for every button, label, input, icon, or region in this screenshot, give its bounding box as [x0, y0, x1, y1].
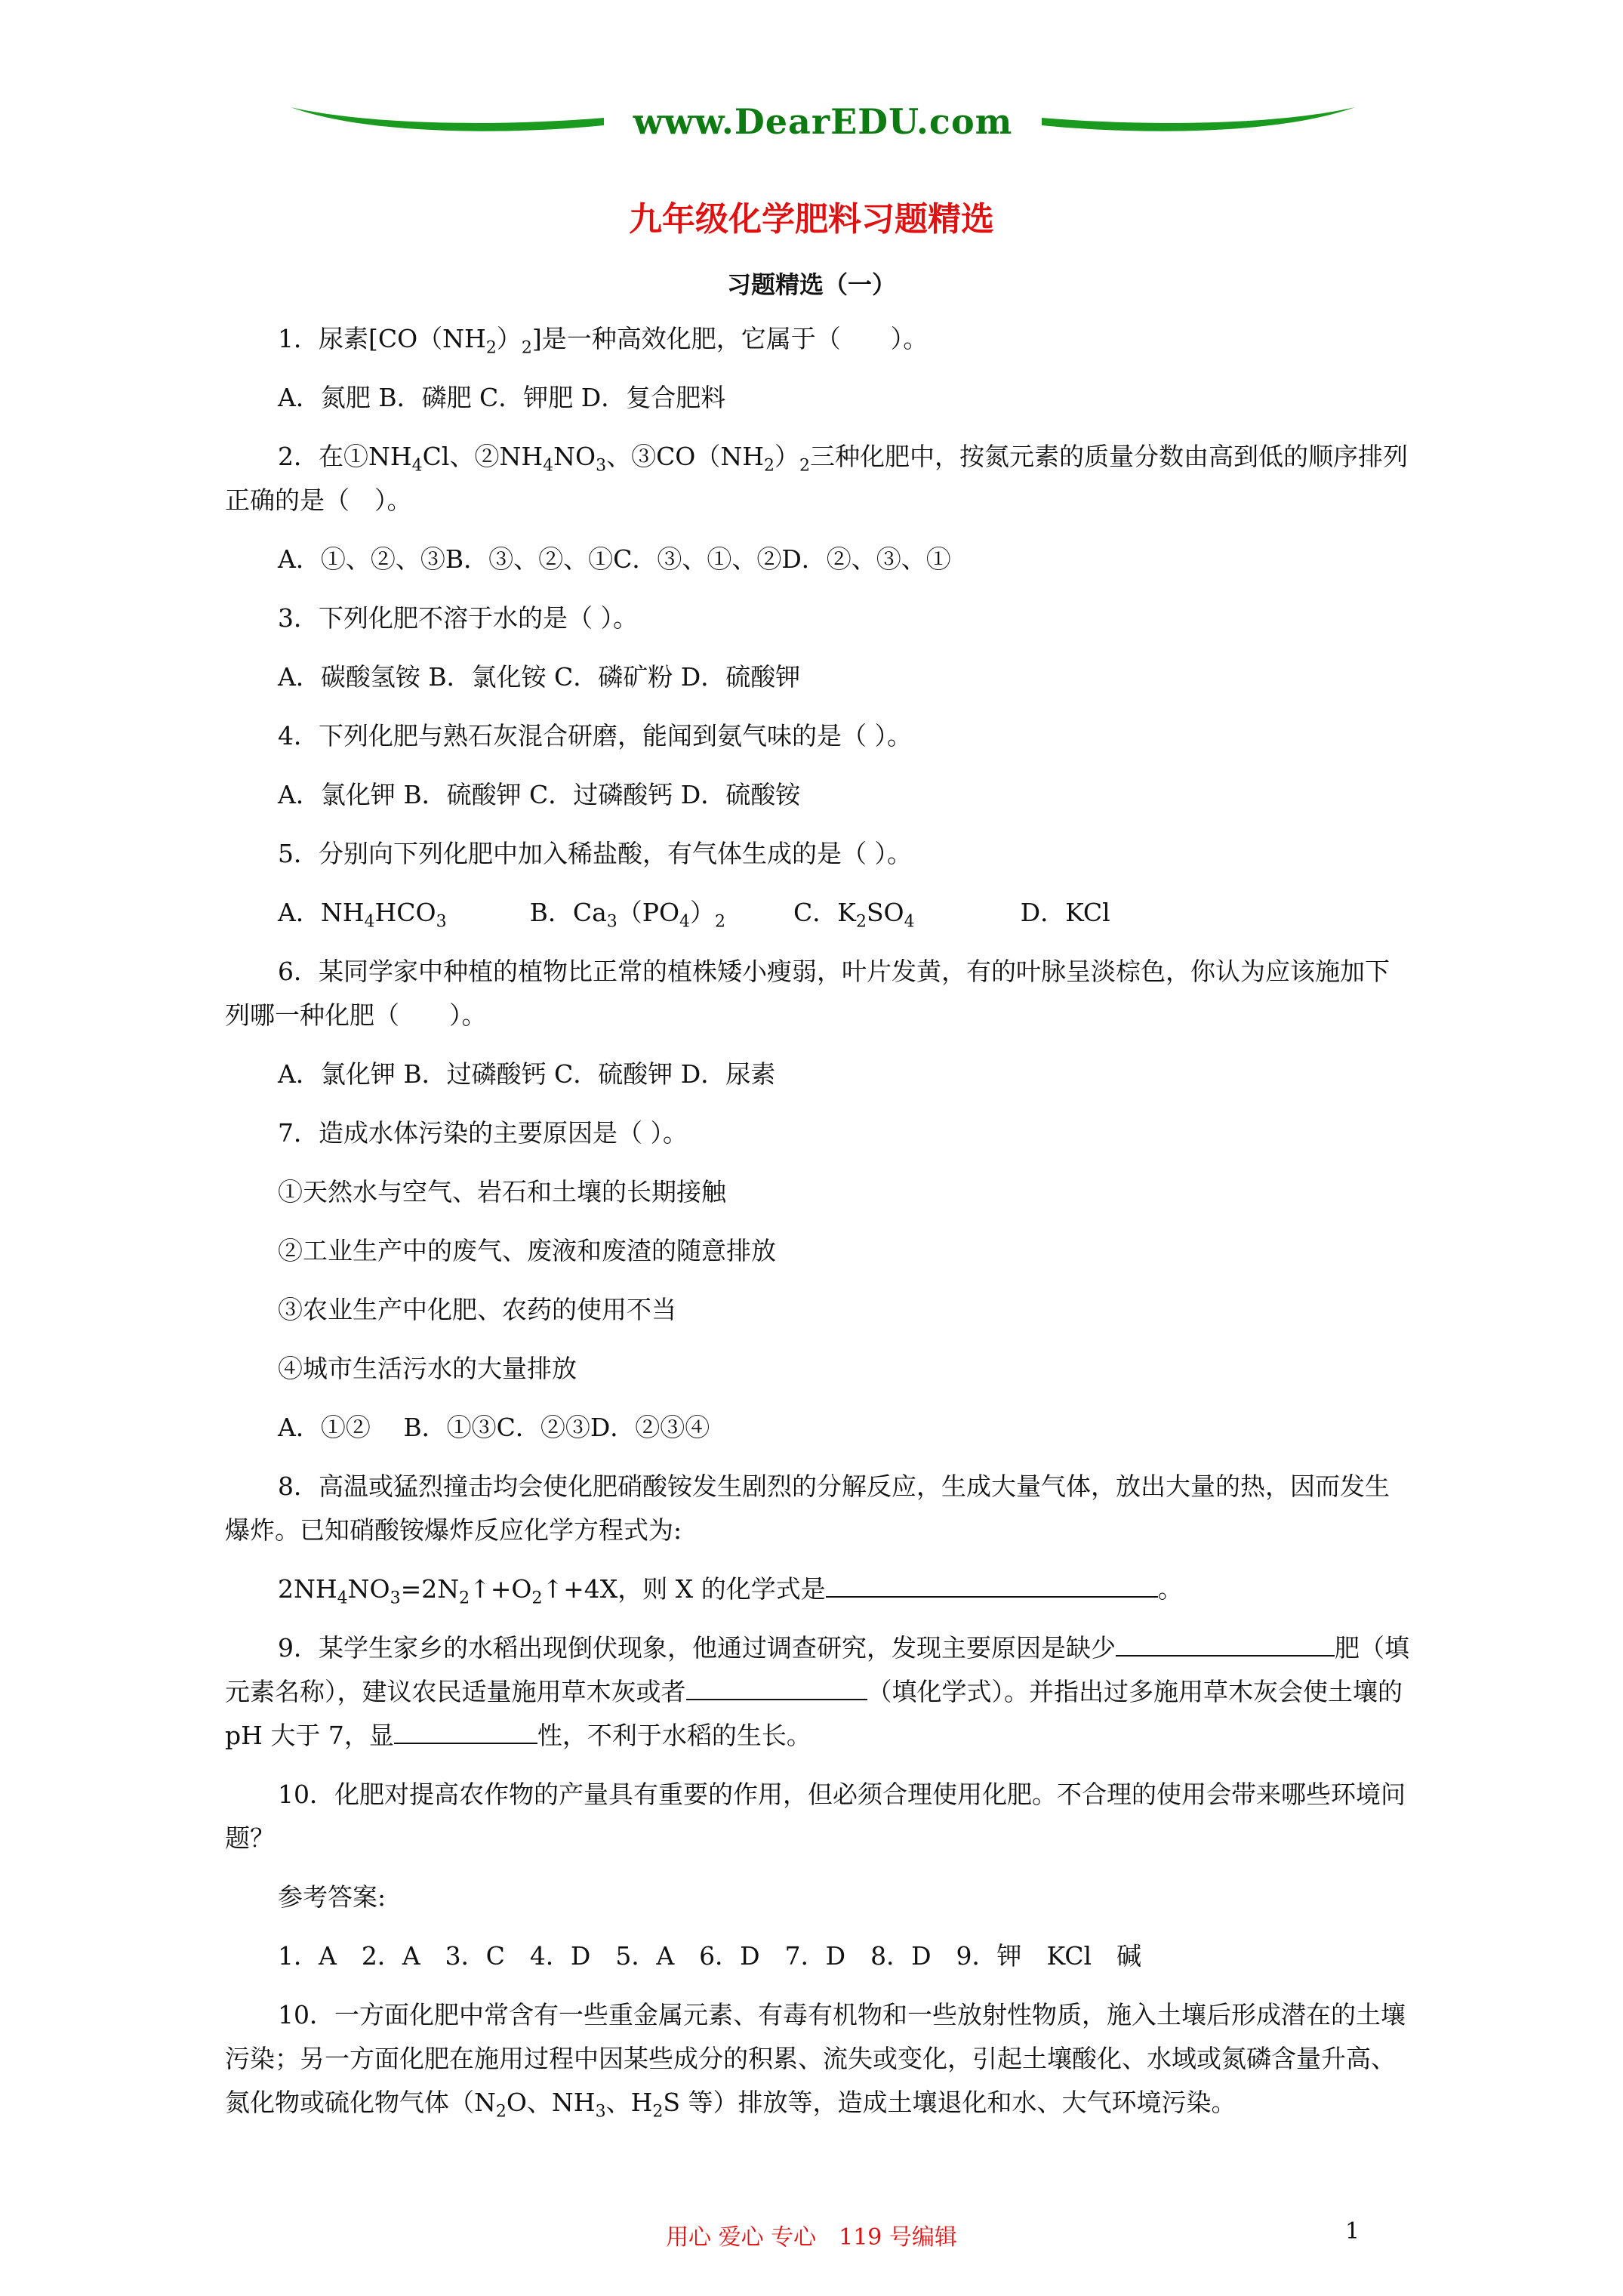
option-b: B．$Ca_3(PO_4)_2$: [529, 898, 726, 932]
question-8: 8．高温或猛烈撞击均会使化肥硝酸铵发生剧烈的分解反应，生成大量气体，放出大量的热，因而发生爆炸。已知硝酸铵爆炸反应化学方程式为:: [225, 1472, 1390, 1545]
option-d: D．KCl: [1020, 898, 1110, 927]
page-number: 1: [1345, 2218, 1360, 2245]
question-3: 3．下列化肥不溶于水的是（ ）。: [278, 603, 638, 633]
question-4-options: A．氯化钾 B．硫酸钾 C．过磷酸钙 D．硫酸铵: [278, 780, 801, 809]
question-7-item-4: ④城市生活污水的大量排放: [278, 1354, 577, 1383]
site-name: www.DearEDU.com: [633, 101, 1013, 142]
answers-heading: 参考答案:: [278, 1882, 387, 1912]
question-4: 4．下列化肥与熟石灰混合研磨，能闻到氨气味的是（ ）。: [278, 721, 912, 750]
question-1: 1．尿素$[CO(NH_2)_2]$是一种高效化肥，它属于（ ）。: [278, 324, 929, 358]
page-title: 九年级化学肥料习题精选: [629, 200, 994, 239]
site-banner: [287, 91, 1359, 159]
answers-line: 1．A 2．A 3．C 4．D 5．A 6．D 7．D 8．D 9．钾 KCl 碱: [278, 1941, 1142, 1971]
question-5: 5．分别向下列化肥中加入稀盐酸，有气体生成的是（ ）。: [278, 839, 912, 868]
answer-blank[interactable]: [394, 1720, 537, 1744]
question-6-options: A．氯化钾 B．过磷酸钙 C．硫酸钾 D．尿素: [278, 1059, 776, 1089]
page-subtitle: 习题精选（一）: [726, 270, 896, 299]
answer-blank[interactable]: [826, 1573, 1158, 1598]
question-2-options: A．①、②、③B．③、②、①C．③、①、②D．②、③、①: [278, 544, 951, 574]
question-5-options: [225, 891, 1410, 935]
question-7-item-1: ①天然水与空气、岩石和土壤的长期接触: [278, 1177, 726, 1207]
question-10: 10．化肥对提高农作物的产量具有重要的作用，但必须合理使用化肥。不合理的使用会带来哪些环境问题？: [225, 1780, 1406, 1853]
option-a: A．$NH_4HCO_3$: [278, 898, 447, 932]
question-7-options: A．①② B．①③C．②③D．②③④: [278, 1413, 710, 1442]
question-7: 7．造成水体污染的主要原因是（ ）。: [278, 1118, 688, 1148]
answer-blank[interactable]: [686, 1676, 867, 1700]
question-8-equation: $2NH_4NO_3=2N_2↑+O_2↑+4X$，则 X 的化学式是 。: [278, 1574, 1183, 1608]
answer-blank[interactable]: [1116, 1632, 1335, 1657]
question-2: 2．在$①NH_4Cl$、$②NH_4NO_3$、$③CO(NH_2)_2$三种化肥中，按氮元素的质量分数由高到低的顺序排列正确的是（ ）。: [225, 442, 1409, 515]
question-6: 6．某同学家中种植的植物比正常的植株矮小瘦弱，叶片发黄，有的叶脉呈淡棕色，你认为应该施加下列哪一种化肥（ ）。: [225, 957, 1390, 1030]
answer-10: 10．一方面化肥中常含有一些重金属元素、有毒有机物和一些放射性物质，施入土壤后形成潜在的土壤污染；另一方面化肥在施用过程中因某些成分的积累、流失或变化，引起土壤酸化、水域或氮磷含量升高、氮化物或硫化物气体（$N_2O$、$NH_3$、$H_2S$ 等）排放等，造成土壤退化和水、大气环境污染。: [225, 2000, 1406, 2122]
question-7-item-2: ②工业生产中的废气、废液和废渣的随意排放: [278, 1236, 776, 1265]
exercise-content: [225, 317, 1410, 2140]
page-footer: 用心 爱心 专心 119 号编辑: [666, 2224, 957, 2251]
question-3-options: A．碳酸氢铵 B．氯化铵 C．磷矿粉 D．硫酸钾: [278, 662, 801, 692]
question-1-options: A．氮肥 B．磷肥 C．钾肥 D．复合肥料: [278, 383, 726, 412]
question-7-item-3: ③农业生产中化肥、农药的使用不当: [278, 1295, 676, 1324]
option-c: C．$K_2SO_4$: [793, 898, 915, 932]
question-9: 9．某学生家乡的水稻出现倒伏现象，他通过调查研究，发现主要原因是缺少 肥（填元素名称），建议农民适量施用草木灰或者 （填化学式）。并指出过多施用草木灰会使土壤的 pH 大于 7，显 性，不利于水稻的生长。: [225, 1633, 1409, 1750]
